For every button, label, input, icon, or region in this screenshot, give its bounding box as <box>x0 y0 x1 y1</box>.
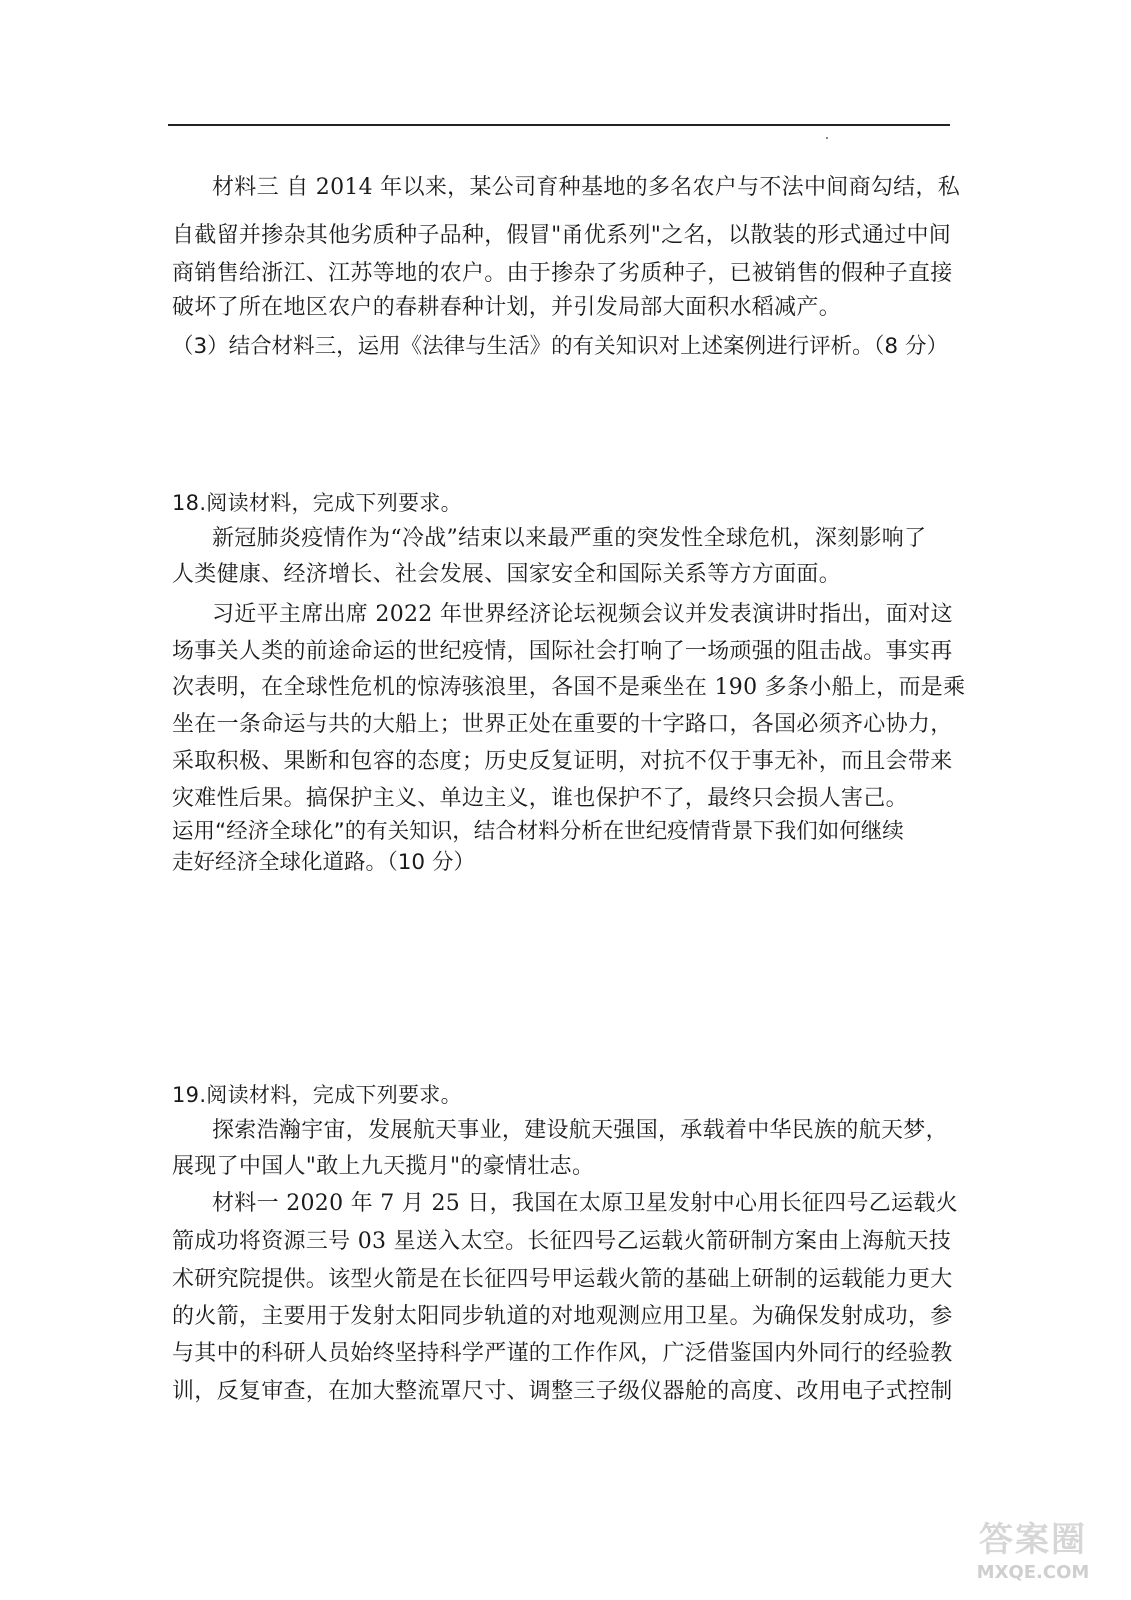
q18-heading: 18.阅读材料，完成下列要求。 <box>172 491 462 515</box>
q18-para2-line-5: 采取积极、果断和包容的态度；历史反复证明，对抗不仅于事无补，而且会带来 <box>172 749 953 774</box>
q17-question-3: （3）结合材料三，运用《法律与生活》的有关知识对上述案例进行评析。（8 分） <box>172 334 948 359</box>
q18-para1-line-1: 新冠肺炎疫情作为“冷战”结束以来最严重的突发性全球危机，深刻影响了 <box>212 526 927 551</box>
q19-material1-line-2: 箭成功将资源三号 03 星送入太空。长征四号乙运载火箭研制方案由上海航天技 <box>172 1229 952 1254</box>
q17-material3-line-2: 自截留并掺杂其他劣质种子品种，假冒"甬优系列"之名，以散装的形式通过中间 <box>172 223 952 248</box>
q17-material3-line-1: 材料三 自 2014 年以来，某公司育种基地的多名农户与不法中间商勾结，私 <box>212 175 961 200</box>
q18-question-line-2: 走好经济全球化道路。（10 分） <box>172 850 475 875</box>
header-rule <box>168 124 950 126</box>
q19-material1-line-1: 材料一 2020 年 7 月 25 日，我国在太原卫星发射中心用长征四号乙运载火 <box>212 1191 958 1216</box>
q17-material3-line-4: 破坏了所在地区农户的春耕春种计划，并引发局部大面积水稻减产。 <box>172 295 842 320</box>
q19-heading: 19.阅读材料，完成下列要求。 <box>172 1083 462 1107</box>
watermark-url: MXQE.COM <box>976 1562 1090 1583</box>
q18-para2-line-3: 次表明，在全球性危机的惊涛骇浪里，各国不是乘坐在 190 多条小船上，而是乘 <box>172 675 966 700</box>
speck-mark <box>826 137 828 139</box>
q19-material1-line-6: 训，反复审查，在加大整流罩尺寸、调整三子级仪器舱的高度、改用电子式控制 <box>172 1379 953 1404</box>
q18-para1-line-2: 人类健康、经济增长、社会发展、国家安全和国际关系等方方面面。 <box>172 562 842 587</box>
q19-material1-line-5: 与其中的科研人员始终坚持科学严谨的工作作风，广泛借鉴国内外同行的经验教 <box>172 1341 953 1366</box>
q19-intro-line-2: 展现了中国人"敢上九天揽月"的豪情壮志。 <box>172 1154 595 1179</box>
q19-intro-line-1: 探索浩瀚宇宙，发展航天事业，建设航天强国，承载着中华民族的航天梦， <box>212 1118 948 1143</box>
watermark-logo <box>958 1520 1108 1586</box>
q19-material1-line-3: 术研究院提供。该型火箭是在长征四号甲运载火箭的基础上研制的运载能力更大 <box>172 1267 953 1292</box>
q18-para2-line-6: 灾难性后果。搞保护主义、单边主义，谁也保护不了，最终只会损人害己。 <box>172 786 908 811</box>
q19-material1-line-4: 的火箭，主要用于发射太阳同步轨道的对地观测应用卫星。为确保发射成功，参 <box>172 1304 953 1329</box>
q18-para2-line-4: 坐在一条命运与共的大船上；世界正处在重要的十字路口，各国必须齐心协力， <box>172 712 953 737</box>
q18-para2-line-1: 习近平主席出席 2022 年世界经济论坛视频会议并发表演讲时指出，面对这 <box>212 602 953 627</box>
q18-question-line-1: 运用“经济全球化”的有关知识，结合材料分析在世纪疫情背景下我们如何继续 <box>172 819 904 844</box>
q18-para2-line-2: 场事关人类的前途命运的世纪疫情，国际社会打响了一场顽强的阻击战。事实再 <box>172 639 953 664</box>
q17-material3-line-3: 商销售给浙江、江苏等地的农户。由于掺杂了劣质种子，已被销售的假种子直接 <box>172 261 953 286</box>
watermark-title: 答案圈 <box>979 1520 1087 1560</box>
